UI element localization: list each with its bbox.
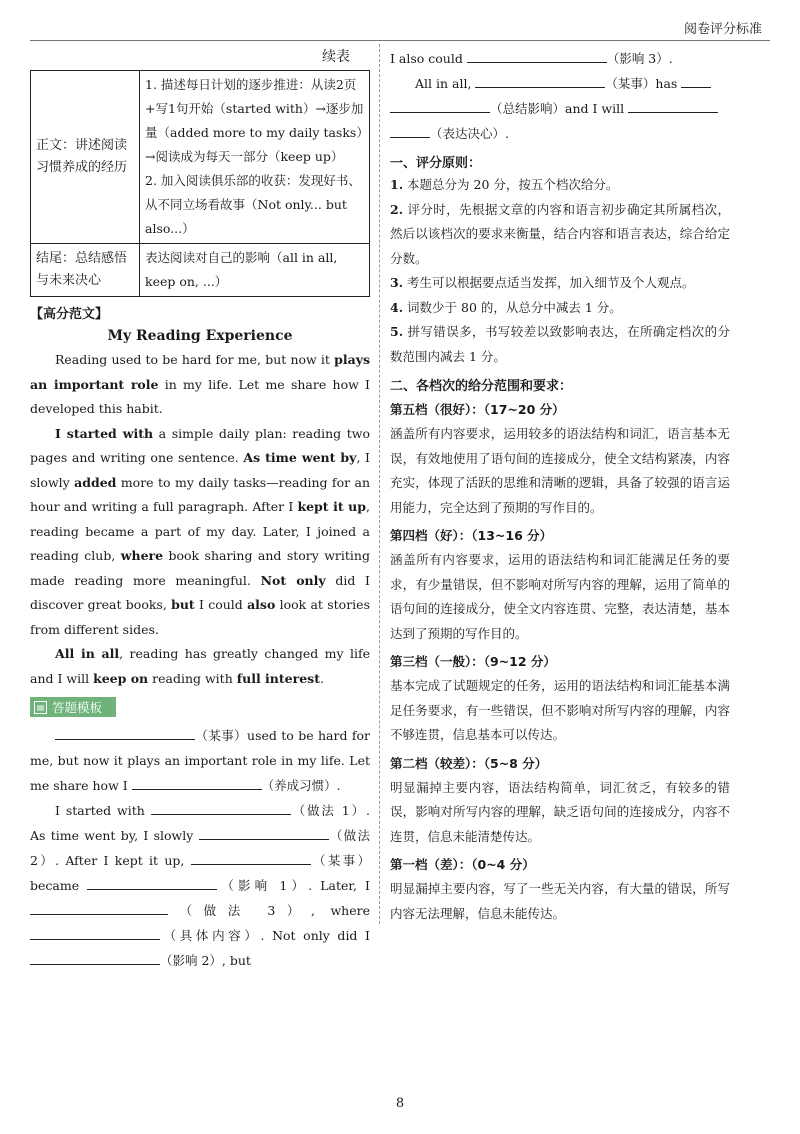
text-run: a simple daily plan: reading two pages and writing one sentence. — [30, 425, 370, 465]
text-run: All in all, — [415, 76, 476, 91]
answer-blank — [151, 800, 291, 815]
level-title: 第五档（很好）：（17~20 分） — [390, 402, 565, 417]
text-run: （影响 2）, but — [160, 953, 251, 968]
text-run: did I discover great books, — [30, 572, 370, 612]
page-number: 8 — [395, 1096, 405, 1111]
essay-paragraph — [30, 422, 370, 643]
book-icon: ▤ — [34, 701, 47, 714]
answer-blank — [30, 925, 160, 940]
text-run: I also could — [390, 51, 467, 66]
highlighted-phrase: All in all — [55, 646, 120, 661]
list-item: 4. 词数少于 80 的，从总分中减去 1 分。 — [390, 299, 622, 315]
text-run: （具体内容）. Not only did I — [160, 928, 370, 943]
template-line — [390, 96, 730, 121]
answer-blank — [30, 900, 130, 915]
essay-paragraph — [30, 348, 370, 422]
text-run: （影响 3）. — [606, 51, 673, 66]
list-item: 5. 拼写错误多，书写较差以致影响表达，在所确定档次的分数范围内减去 1 分。 — [390, 324, 730, 364]
levels-title: 二、各档次的给分范围和要求： — [390, 379, 573, 394]
text-run: look at stories from different sides. — [30, 597, 370, 637]
level-description: 涵盖所有内容要求，运用较多的语法结构和词汇，语言基本无误，有效地使用了语句间的连接成分，使全文结构紧凑，内容充实，体现了活跃的思维和清晰的逻辑，具备了较强的语言运用能力，完全达到了预期的写作目的。 — [390, 426, 730, 515]
highlighted-phrase: keep on — [93, 670, 149, 686]
answer-blank — [87, 875, 217, 890]
text-run: （总结影响）and I will — [490, 101, 629, 116]
outline-table — [30, 70, 370, 297]
highlighted-phrase: As time went by — [243, 450, 357, 465]
essay-title: My Reading Experience — [107, 328, 293, 344]
template-line — [390, 121, 730, 146]
template-continuation — [390, 46, 730, 146]
text-run: reading with — [148, 670, 237, 686]
text-run: （某事）became — [30, 853, 370, 893]
level-description: 基本完成了试题规定的任务，运用的语法结构和词汇能基本满足任务要求，有一些错误，但不影响对所写内容的理解，内容不够连贯，信息基本可以传达。 — [390, 678, 730, 742]
text-run: , I slowly — [30, 450, 370, 490]
answer-blank — [199, 825, 329, 840]
text-run: in my life. Let me share how I developed this habit. — [30, 376, 370, 416]
row-line: 1. 描述每日计划的逐步推进：从读2页+写1句开始（started with）→逐步加量（added more to my daily tasks）→阅读成为每天一部分（keep up） — [145, 77, 364, 164]
level-description: 明显漏掉主要内容，语法结构简单，词汇贫乏，有较多的错误，影响对所写内容的理解，缺乏语句间的连接成分，内容不连贯，信息未能清楚传达。 — [390, 779, 730, 844]
text-run: , reading became a part of my day. Later, I joined a reading club, — [30, 499, 370, 563]
answer-blank — [55, 725, 195, 740]
essay-paragraph — [30, 642, 370, 691]
answer-blank — [130, 900, 168, 915]
list-item: 3. 考生可以根据要点适当发挥，加入细节及个人观点。 — [390, 275, 695, 290]
highlighted-phrase: kept it up — [297, 499, 367, 514]
row-label: 结尾：总结感悟与未来决心 — [31, 244, 140, 297]
text-run: （表达决心）. — [430, 126, 509, 141]
text-run: I could — [194, 597, 248, 612]
levels-list — [390, 398, 730, 926]
text-run: Reading used to be hard for me, but now it — [55, 352, 335, 367]
highlighted-phrase: added — [74, 474, 117, 490]
level-description: 涵盖所有内容要求，运用的语法结构和词汇能满足任务的要求，有少量错误，但不影响对所写内容的理解，运用了简单的语句间的连接成分，使全文内容连贯、完整，表达清楚，基本达到了预期的写作目的。 — [390, 552, 730, 641]
highlighted-phrase: full interest — [236, 670, 320, 686]
left-column — [30, 42, 370, 973]
table-row — [31, 244, 370, 297]
answer-blank — [467, 48, 607, 63]
list-item: 2. 评分时，先根据文章的内容和语言初步确定其所属档次，然后以该档次的要求来衡量，结合内容和语言表达，综合给定分数。 — [390, 201, 730, 266]
template-line — [390, 71, 730, 96]
row-label: 正文：讲述阅读习惯养成的经历 — [31, 71, 140, 244]
row-content — [140, 244, 370, 297]
highlighted-phrase: where — [120, 548, 164, 563]
level-title: 第三档（一般）：（9~12 分） — [390, 654, 556, 669]
row-content — [140, 71, 370, 244]
answer-blank — [681, 73, 711, 88]
answer-blank — [390, 98, 490, 113]
highlighted-phrase: but — [171, 597, 195, 612]
level-title: 第一档（差）：（0~4 分） — [390, 857, 535, 872]
principles-list — [390, 173, 730, 369]
highlighted-phrase: I started with — [55, 425, 154, 441]
answer-blank — [191, 850, 311, 865]
text-run: more to my daily tasks—reading for an hour and writing a full paragraph. After I — [30, 474, 370, 514]
list-item: 1. 本题总分为 20 分，按五个档次给分。 — [390, 177, 619, 192]
level-title: 第二档（较差）：（5~8 分） — [390, 755, 548, 771]
template-label: 答题模板 — [52, 700, 103, 715]
template-badge — [30, 697, 116, 717]
text-run: book sharing and story writing made reading more meaningful. — [30, 548, 370, 588]
answer-template — [30, 723, 370, 973]
answer-blank — [390, 123, 430, 138]
text-run: （某事）used to be hard for me, but now it plays an important role in my life. Let me share how I — [30, 728, 370, 793]
text-run: . — [319, 670, 324, 686]
right-column — [390, 42, 730, 926]
highlighted-phrase: Not only — [260, 572, 326, 588]
text-run: （做法 2）. After I kept it up, — [30, 828, 370, 868]
answer-blank — [628, 98, 718, 113]
text-run: I started with — [55, 803, 151, 818]
answer-blank — [475, 73, 605, 88]
template-paragraph — [30, 798, 370, 973]
answer-blank — [132, 775, 262, 790]
template-line — [390, 46, 730, 71]
row-line: 表达阅读对自己的影响（all in all, keep on, ...） — [145, 250, 338, 289]
level-description: 明显漏掉主要内容，写了一些无关内容，有大量的错误，所写内容无法理解，信息未能传达。 — [390, 881, 730, 921]
level-title: 第四档（好）：（13~16 分） — [390, 528, 553, 543]
template-paragraph — [30, 723, 370, 798]
text-run: （做法 3）, where — [168, 903, 370, 918]
answer-blank — [30, 950, 160, 965]
continued-label: 续表 — [322, 49, 350, 65]
text-run: （养成习惯）. — [261, 778, 341, 793]
highlighted-phrase: plays an important role — [30, 352, 370, 392]
table-row — [31, 71, 370, 244]
row-line: 2. 加入阅读俱乐部的收获：发现好书、从不同立场看故事（Not only... but also...） — [145, 173, 361, 236]
principles-title: 一、评分原则： — [390, 156, 482, 171]
column-divider — [379, 44, 380, 924]
text-run: （做法 1）. As time went by, I slowly — [30, 803, 370, 843]
text-run: （某事）has — [605, 76, 682, 91]
model-essay — [30, 348, 370, 691]
text-run: （影响 1）. Later, I — [217, 878, 370, 893]
model-essay-label: 【高分范文】 — [30, 307, 109, 322]
header-divider — [30, 40, 770, 41]
highlighted-phrase: also — [247, 597, 276, 612]
page-header-title: 阅卷评分标准 — [683, 22, 762, 37]
text-run: , reading has greatly changed my life and I will — [30, 646, 370, 686]
